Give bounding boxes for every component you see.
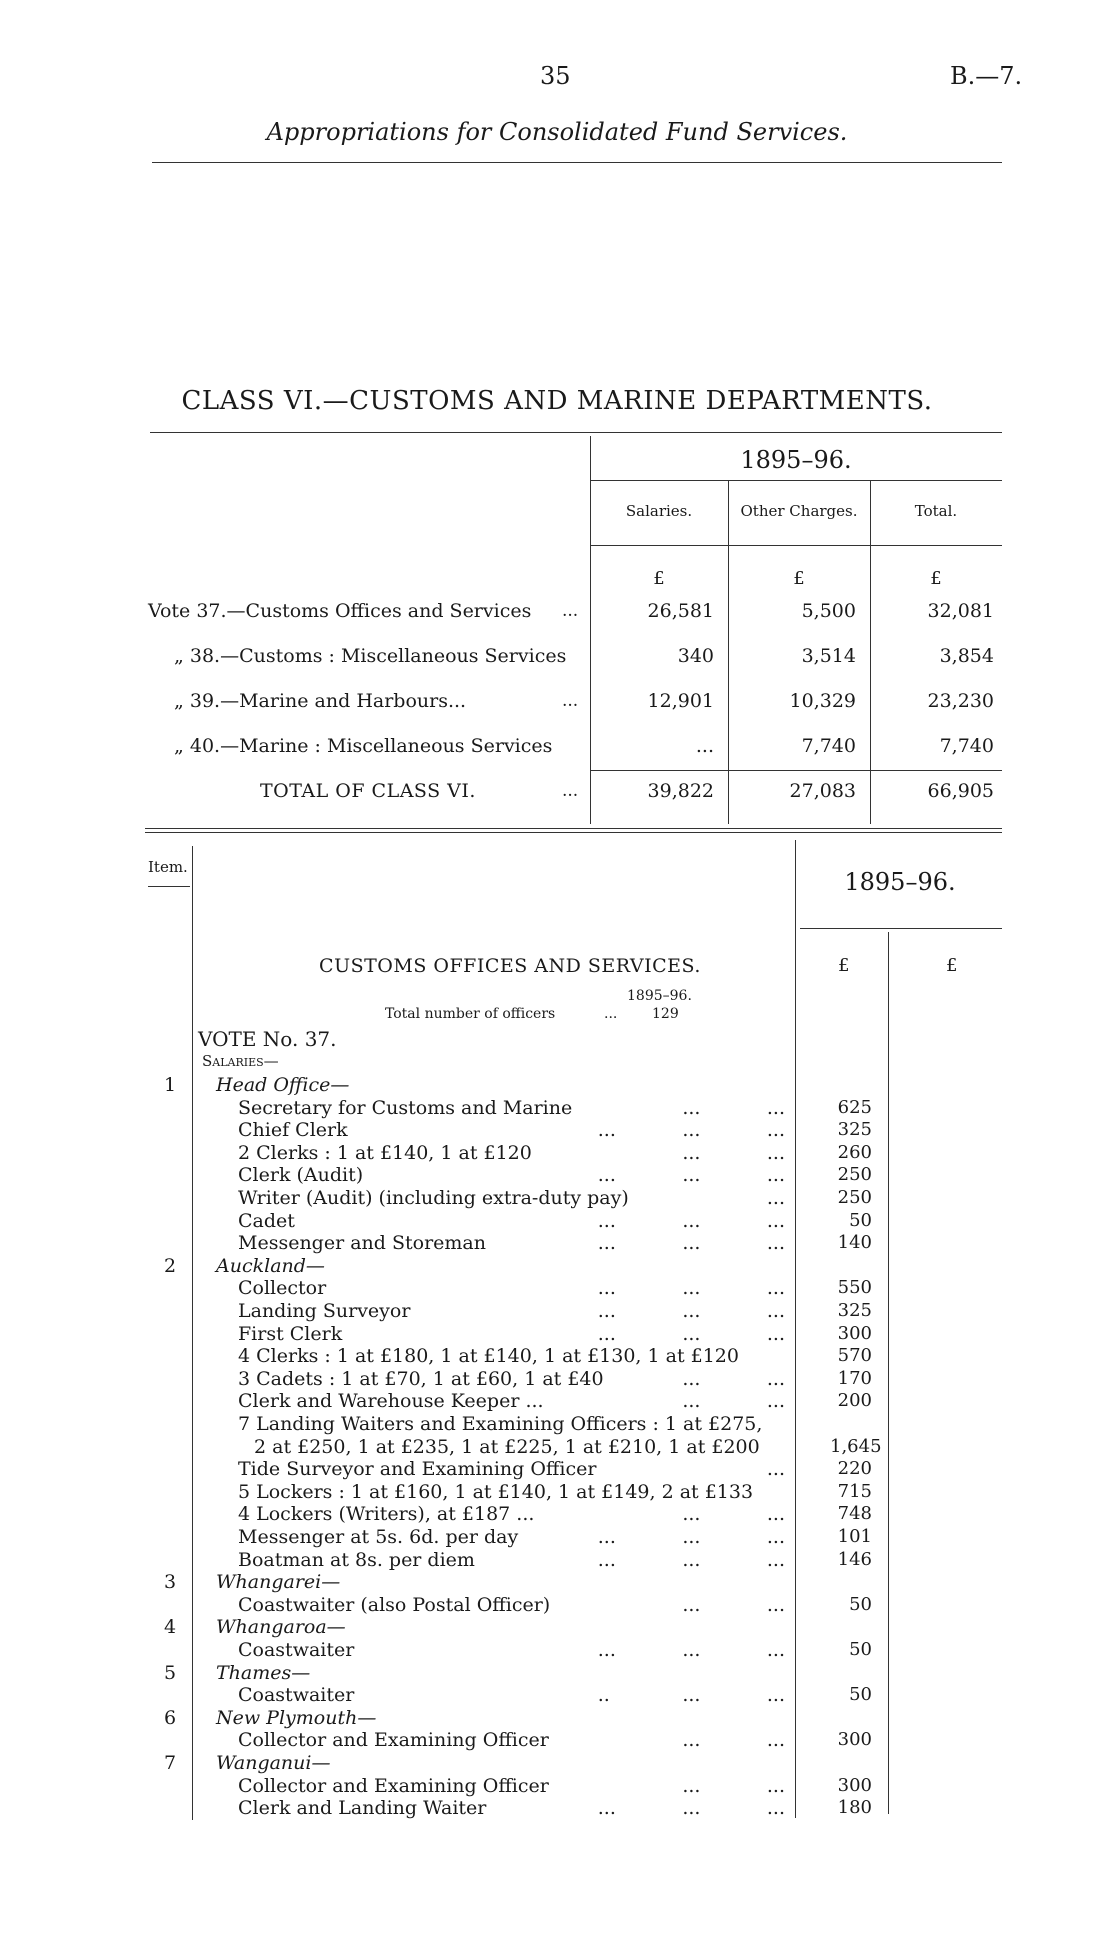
summary-divider-label bbox=[590, 436, 591, 824]
section-rule bbox=[145, 828, 1002, 829]
line-item-description: Clerk and Warehouse Keeper ... bbox=[238, 1390, 544, 1413]
line-item-description: Clerk (Audit) bbox=[238, 1164, 364, 1187]
line-item-amount: 50 bbox=[849, 1209, 872, 1231]
officers-label: Total number of officers bbox=[385, 1006, 556, 1022]
line-item-description: First Clerk bbox=[238, 1322, 343, 1345]
leader-dots: ... bbox=[766, 1458, 785, 1481]
leader-dots: ... ... bbox=[682, 1390, 785, 1413]
section-rule bbox=[145, 832, 1002, 833]
vote-label: Vote 37.—Customs Offices and Services bbox=[148, 600, 532, 622]
page-number: 35 bbox=[540, 62, 571, 90]
line-item-description: Messenger at 5s. 6d. per day bbox=[238, 1526, 519, 1548]
leader-dots: ... bbox=[766, 1187, 785, 1209]
location-heading: Whangaroa— bbox=[216, 1616, 346, 1639]
line-item-amount: 50 bbox=[849, 1639, 872, 1660]
item-number: 6 bbox=[163, 1706, 177, 1729]
location-heading: Wanganui— bbox=[216, 1752, 331, 1774]
line-item-amount: 300 bbox=[837, 1729, 872, 1751]
summary-divider-other bbox=[870, 480, 871, 824]
leader-dots: ... ... bbox=[682, 1593, 785, 1616]
cell-total: 3,854 bbox=[939, 645, 994, 667]
cell-salaries: 26,581 bbox=[647, 600, 714, 622]
total-other-charges: 27,083 bbox=[789, 780, 856, 802]
summary-year: 1895–96. bbox=[740, 446, 852, 474]
leader-dots: ... ... ... bbox=[597, 1209, 785, 1232]
vote-label: „ 38.—Customs : Miscellaneous Services bbox=[174, 645, 567, 667]
line-item-description: Secretary for Customs and Marine bbox=[238, 1096, 573, 1119]
leader-dots: ... ... ... bbox=[597, 1548, 785, 1571]
line-item-amount: 625 bbox=[837, 1096, 872, 1118]
item-header-rule bbox=[148, 886, 190, 887]
cell-other-charges: 10,329 bbox=[789, 690, 856, 712]
leader-dots: ... ... bbox=[682, 1096, 785, 1119]
summary-total-rule bbox=[590, 770, 1002, 771]
line-item-amount: 1,645 bbox=[830, 1435, 882, 1457]
leader-dots: ... ... ... bbox=[597, 1300, 785, 1322]
line-item-description: 4 Lockers (Writers), at £187 ... bbox=[238, 1503, 535, 1526]
location-heading: Thames— bbox=[216, 1661, 311, 1684]
line-item-amount: 325 bbox=[837, 1300, 872, 1321]
cell-total: 23,230 bbox=[927, 690, 994, 712]
line-item-description: Tide Surveyor and Examining Officer bbox=[238, 1458, 597, 1481]
currency-other-charges: £ bbox=[793, 568, 805, 589]
location-heading: Auckland— bbox=[216, 1254, 325, 1277]
item-column-divider bbox=[192, 846, 193, 1820]
location-heading: Whangarei— bbox=[216, 1571, 341, 1594]
currency-total: £ bbox=[946, 955, 958, 976]
amount-column-divider bbox=[795, 840, 796, 1818]
line-item-description: 4 Clerks : 1 at £180, 1 at £140, 1 at £130, 1 at £120 bbox=[238, 1345, 739, 1368]
summary-top-rule bbox=[150, 432, 1002, 433]
leader-dots: ... ... ... bbox=[597, 1322, 785, 1345]
cell-other-charges: 3,514 bbox=[801, 645, 856, 667]
line-item-description: Landing Surveyor bbox=[238, 1300, 411, 1322]
leader-dots: ... ... bbox=[682, 1774, 785, 1797]
item-column-header: Item. bbox=[148, 858, 188, 876]
cell-salaries: 340 bbox=[677, 645, 714, 667]
vote-heading: VOTE No. 37. bbox=[198, 1027, 337, 1051]
total-column-divider bbox=[888, 932, 889, 1814]
currency-amount: £ bbox=[838, 955, 850, 976]
line-item-description: 2 at £250, 1 at £235, 1 at £225, 1 at £210, 1 at £200 bbox=[254, 1435, 760, 1458]
currency-salaries: £ bbox=[653, 568, 665, 589]
line-item-description: 3 Cadets : 1 at £70, 1 at £60, 1 at £40 bbox=[238, 1367, 604, 1390]
leader-dots: ... ... ... bbox=[597, 1639, 785, 1661]
vote-label: „ 39.—Marine and Harbours... bbox=[174, 690, 467, 712]
total-label: TOTAL OF CLASS VI. bbox=[260, 780, 476, 802]
line-item-description: Coastwaiter bbox=[238, 1684, 355, 1707]
line-item-description: Messenger and Storeman bbox=[238, 1232, 486, 1255]
leader-dots: ... ... ... bbox=[597, 1119, 785, 1142]
cell-other-charges: 5,500 bbox=[801, 600, 856, 622]
total-salaries: 39,822 bbox=[647, 780, 714, 802]
line-item-description: Collector and Examining Officer bbox=[238, 1729, 549, 1752]
line-item-amount: 715 bbox=[837, 1480, 872, 1502]
document-reference: B.—7. bbox=[950, 62, 1023, 90]
currency-total: £ bbox=[930, 568, 942, 589]
line-item-description: Collector bbox=[238, 1277, 327, 1300]
line-item-amount: 146 bbox=[837, 1548, 872, 1570]
item-number: 7 bbox=[163, 1752, 177, 1774]
leader-dots: ... ... bbox=[682, 1729, 785, 1752]
column-header-other-charges: Other Charges. bbox=[740, 502, 858, 520]
line-item-amount: 220 bbox=[837, 1458, 872, 1480]
summary-divider-salaries bbox=[728, 480, 729, 824]
item-number: 1 bbox=[163, 1074, 177, 1096]
summary-year-rule bbox=[590, 480, 1002, 481]
leader-dots: ... ... ... bbox=[597, 1277, 785, 1300]
line-item-amount: 748 bbox=[837, 1503, 872, 1525]
location-heading: Head Office— bbox=[216, 1074, 350, 1096]
line-item-amount: 140 bbox=[837, 1232, 872, 1254]
line-item-description: Boatman at 8s. per diem bbox=[238, 1548, 475, 1571]
leader-dots: ... ... ... bbox=[597, 1797, 785, 1820]
line-item-amount: 50 bbox=[849, 1593, 872, 1615]
line-item-amount: 50 bbox=[849, 1684, 872, 1706]
summary-colhead-rule bbox=[590, 545, 1002, 546]
leader-dots: ... ... ... bbox=[597, 1232, 785, 1255]
cell-total: 32,081 bbox=[927, 600, 994, 622]
column-header-total: Total. bbox=[914, 502, 958, 520]
salaries-heading: Salaries— bbox=[202, 1052, 279, 1070]
leader-dots: ... ... bbox=[682, 1141, 785, 1164]
line-item-description: 5 Lockers : 1 at £160, 1 at £140, 1 at £149, 2 at £133 bbox=[238, 1480, 754, 1503]
leader-dots: ... ... bbox=[682, 1503, 785, 1526]
line-item-amount: 170 bbox=[837, 1367, 872, 1389]
cell-total: 7,740 bbox=[939, 735, 994, 757]
line-item-amount: 260 bbox=[837, 1141, 872, 1163]
officers-year: 1895–96. bbox=[627, 988, 692, 1004]
line-item-description: Writer (Audit) (including extra-duty pay) bbox=[238, 1187, 629, 1209]
leader-dots: .. ... ... bbox=[597, 1684, 785, 1707]
item-number: 3 bbox=[163, 1571, 177, 1594]
item-number: 5 bbox=[163, 1661, 177, 1684]
leader-dots: ... bbox=[562, 781, 579, 801]
line-item-amount: 200 bbox=[837, 1390, 872, 1412]
leader-dots: ... bbox=[562, 601, 579, 621]
line-item-amount: 101 bbox=[837, 1526, 872, 1547]
leader-dots: ... bbox=[562, 691, 579, 711]
detail-year-rule bbox=[800, 928, 1002, 929]
detail-year: 1895–96. bbox=[844, 868, 956, 896]
leader-dots: ... ... ... bbox=[597, 1164, 785, 1187]
leader-dots: ... bbox=[604, 1006, 618, 1022]
line-item-amount: 180 bbox=[837, 1797, 872, 1819]
section-title: CUSTOMS OFFICES AND SERVICES. bbox=[319, 955, 701, 977]
line-item-description: Collector and Examining Officer bbox=[238, 1774, 549, 1797]
line-item-description: 7 Landing Waiters and Examining Officers : 1 at £275, bbox=[238, 1413, 763, 1435]
leader-dots: ... ... bbox=[682, 1367, 785, 1390]
page-title: Appropriations for Consolidated Fund Services. bbox=[266, 118, 848, 146]
line-item-amount: 300 bbox=[837, 1774, 872, 1796]
line-item-amount: 250 bbox=[837, 1187, 872, 1208]
location-heading: New Plymouth— bbox=[216, 1706, 377, 1729]
total-total: 66,905 bbox=[927, 780, 994, 802]
header-rule bbox=[152, 162, 1002, 163]
item-number: 2 bbox=[163, 1254, 177, 1277]
line-item-description: Chief Clerk bbox=[238, 1119, 348, 1142]
leader-dots: ... ... ... bbox=[597, 1526, 785, 1548]
item-number: 4 bbox=[163, 1616, 177, 1639]
line-item-description: 2 Clerks : 1 at £140, 1 at £120 bbox=[238, 1141, 532, 1164]
line-item-amount: 250 bbox=[837, 1164, 872, 1186]
line-item-amount: 550 bbox=[837, 1277, 872, 1299]
line-item-amount: 300 bbox=[837, 1322, 872, 1344]
line-item-description: Coastwaiter (also Postal Officer) bbox=[238, 1593, 551, 1616]
cell-salaries: ... bbox=[695, 735, 714, 757]
line-item-amount: 325 bbox=[837, 1119, 872, 1141]
line-item-description: Coastwaiter bbox=[238, 1639, 355, 1661]
officers-count: 129 bbox=[652, 1006, 679, 1022]
cell-other-charges: 7,740 bbox=[801, 735, 856, 757]
class-title: CLASS VI.—CUSTOMS AND MARINE DEPARTMENTS. bbox=[181, 386, 933, 416]
line-item-amount: 570 bbox=[837, 1345, 872, 1367]
line-item-description: Cadet bbox=[238, 1209, 295, 1232]
cell-salaries: 12,901 bbox=[647, 690, 714, 712]
vote-label: „ 40.—Marine : Miscellaneous Services bbox=[174, 735, 553, 757]
line-item-description: Clerk and Landing Waiter bbox=[238, 1797, 487, 1820]
column-header-salaries: Salaries. bbox=[625, 502, 693, 520]
